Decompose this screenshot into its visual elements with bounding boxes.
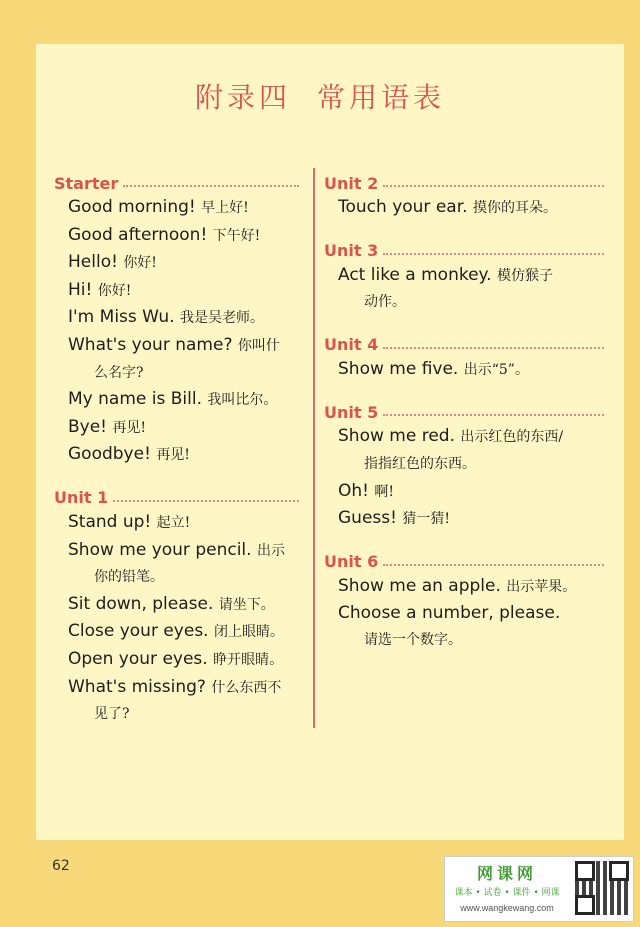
left-column (54, 172, 299, 746)
phrase-item (338, 505, 604, 533)
section-heading-label: Unit 5 (324, 402, 379, 422)
phrase-chinese: 我是吴老师。 (179, 310, 264, 327)
phrase-chinese: 什么东西不 (211, 679, 282, 696)
section-heading (324, 401, 604, 423)
phrase-chinese: 早上好! (201, 200, 249, 216)
phrase-item (68, 674, 299, 728)
phrase-chinese: 请坐下。 (218, 596, 275, 613)
phrase-item (68, 277, 299, 305)
phrase-item (338, 478, 604, 506)
phrase-english: Good afternoon! (68, 224, 208, 245)
phrase-chinese: 出示“5”。 (463, 361, 529, 378)
right-column (324, 172, 604, 672)
phrase-item (68, 591, 299, 619)
qr-code-icon (575, 861, 629, 915)
phrase-item (68, 414, 299, 442)
dotted-leader (383, 185, 604, 187)
section-heading (324, 172, 604, 194)
section-heading (324, 334, 604, 356)
phrase-chinese: 再见! (112, 419, 147, 436)
phrase-chinese-continued: 见了? (94, 706, 130, 723)
phrase-english: Hi! (68, 279, 93, 300)
section-unit-2 (324, 172, 604, 222)
dotted-leader (123, 185, 299, 187)
phrase-english: Act like a monkey. (338, 264, 492, 285)
phrase-english: What's missing? (68, 676, 206, 697)
phrase-english: Bye! (68, 416, 107, 437)
phrase-item (68, 332, 299, 386)
phrase-item (338, 262, 604, 316)
phrase-chinese: 模仿猴子 (497, 267, 553, 284)
watermark-url: www.wangkewang.com (460, 903, 554, 913)
section-heading (54, 172, 299, 194)
section-heading-label: Starter (54, 173, 119, 193)
phrase-english: Open your eyes. (68, 648, 208, 669)
phrase-english: Good morning! (68, 197, 196, 217)
phrase-item (338, 573, 604, 601)
phrase-item (68, 441, 299, 469)
phrase-chinese: 起立! (156, 514, 191, 531)
phrase-english: I'm Miss Wu. (68, 307, 175, 328)
phrase-english: Show me your pencil. (68, 539, 252, 560)
phrase-chinese: 出示苹果。 (506, 578, 577, 595)
phrase-chinese: 摸你的耳朵。 (472, 200, 557, 216)
section-unit-6 (324, 551, 604, 654)
watermark-badge (444, 856, 634, 922)
phrase-item (68, 646, 299, 674)
phrase-chinese: 闭上眼睛。 (214, 624, 284, 641)
phrase-chinese: 睁开眼睛。 (213, 651, 284, 668)
phrase-chinese-continued: 请选一个数字。 (364, 631, 462, 648)
phrase-chinese: 你叫什 (237, 337, 280, 354)
phrase-chinese: 啊! (374, 483, 395, 500)
phrase-item (338, 423, 604, 477)
section-starter (54, 172, 299, 469)
section-heading (324, 551, 604, 573)
dotted-leader (113, 500, 299, 502)
phrase-chinese: 下午好! (212, 227, 261, 244)
phrase-english: Oh! (338, 480, 369, 501)
section-unit-5 (324, 401, 604, 532)
phrase-chinese: 出示 (256, 542, 285, 559)
phrase-item (68, 222, 299, 250)
phrase-english: Show me an apple. (338, 575, 501, 596)
section-heading-label: Unit 3 (324, 241, 379, 261)
phrase-chinese: 再见! (156, 447, 190, 464)
section-unit-3 (324, 240, 604, 316)
column-divider (313, 168, 315, 728)
page-number: 62 (52, 858, 70, 874)
page-title (0, 76, 640, 116)
phrase-chinese: 出示红色的东西/ (460, 429, 564, 446)
title-part-1: 附录四 (194, 81, 291, 114)
phrase-chinese: 我叫比尔。 (207, 392, 278, 409)
phrase-item (68, 249, 299, 277)
dotted-leader (383, 253, 604, 255)
dotted-leader (383, 564, 604, 566)
section-unit-4 (324, 334, 604, 384)
phrase-chinese-continued: 动作。 (364, 294, 406, 311)
phrase-item (338, 600, 604, 653)
watermark-tagline: 课本 • 试卷 • 课件 • 网课 (454, 888, 560, 898)
section-heading (324, 240, 604, 262)
phrase-english: Sit down, please. (68, 593, 214, 614)
phrase-item (68, 194, 299, 222)
phrase-english: My name is Bill. (68, 389, 202, 410)
phrase-item (68, 509, 299, 537)
phrase-item (338, 356, 604, 384)
phrase-english: Guess! (338, 508, 397, 529)
phrase-english: Close your eyes. (68, 621, 209, 642)
phrase-english: Touch your ear. (338, 197, 468, 217)
section-heading-label: Unit 2 (324, 173, 379, 193)
phrase-chinese-continued: 么名字? (94, 364, 144, 381)
section-heading-label: Unit 6 (324, 552, 379, 572)
phrase-chinese: 猜一猜! (402, 511, 450, 528)
section-unit-1 (54, 487, 299, 728)
title-part-2: 常用语表 (317, 81, 446, 114)
section-heading-label: Unit 4 (324, 335, 379, 355)
phrase-chinese-continued: 指指红色的东西。 (364, 455, 476, 472)
section-heading-label: Unit 1 (54, 488, 109, 508)
phrase-english: Goodbye! (68, 444, 151, 465)
phrase-english: Hello! (68, 252, 118, 273)
phrase-item (68, 537, 299, 591)
phrase-english: Choose a number, please. (338, 603, 561, 624)
watermark-name: 网课网 (476, 864, 537, 883)
phrase-chinese-continued: 你的铅笔。 (94, 569, 164, 586)
dotted-leader (383, 347, 604, 349)
phrase-item (68, 618, 299, 646)
phrase-item (338, 194, 604, 222)
phrase-english: What's your name? (68, 334, 233, 355)
section-heading (54, 487, 299, 509)
phrase-chinese: 你好! (123, 255, 157, 272)
phrase-english: Stand up! (68, 511, 152, 532)
dotted-leader (383, 414, 604, 416)
phrase-english: Show me red. (338, 426, 455, 447)
phrase-item (68, 304, 299, 332)
phrase-chinese: 你好! (97, 282, 132, 299)
phrase-item (68, 386, 299, 414)
phrase-english: Show me five. (338, 358, 459, 379)
